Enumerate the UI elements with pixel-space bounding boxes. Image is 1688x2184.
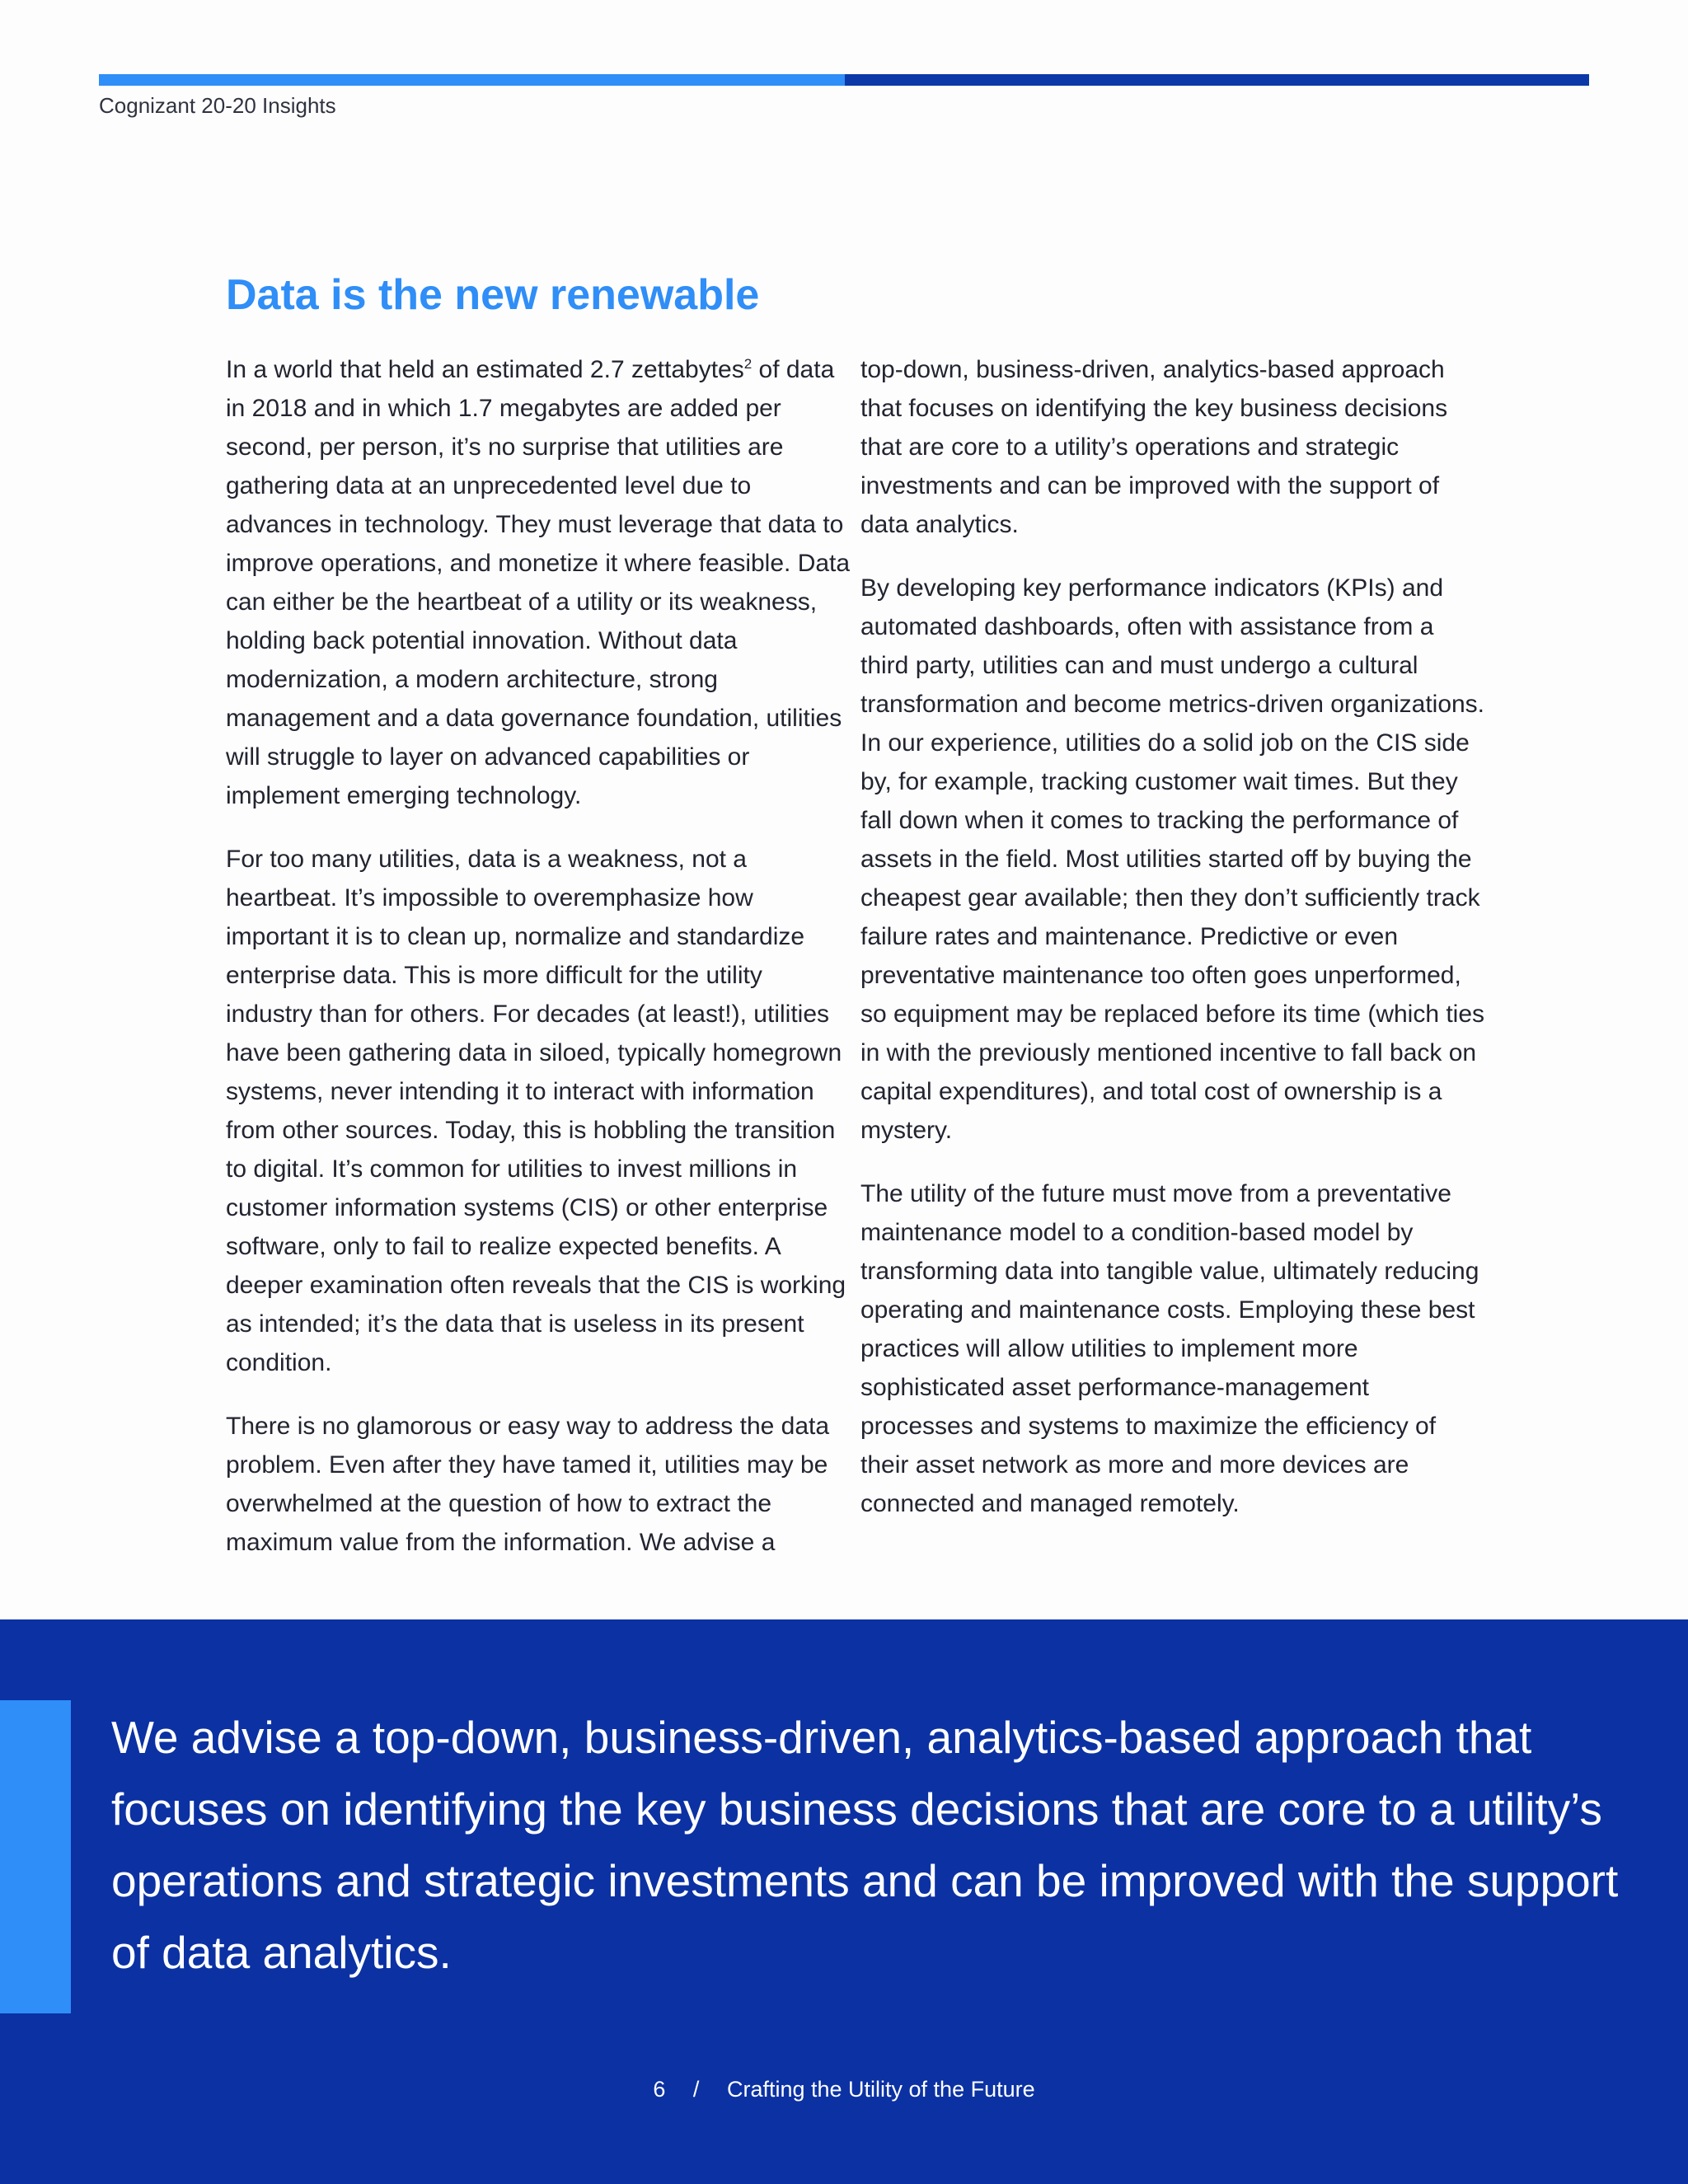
column-left xyxy=(226,350,852,1586)
paragraph xyxy=(226,350,852,815)
section-heading: Data is the new renewable xyxy=(226,271,760,319)
paragraph: The utility of the future must move from a preventative maintenance model to a condition-based model by transforming data into tangible value, ultimately reducing operating and maintenance costs. Employing these best practices will allow utilities to implement more sophisticated asset performance-management processes and systems to maximize the efficiency of their asset network as more and more devices are connected and managed remotely. xyxy=(860,1180,1479,1517)
footnote-ref[interactable]: 2 xyxy=(743,356,753,372)
document-title: Crafting the Utility of the Future xyxy=(726,2077,1035,2102)
paragraph: There is no glamorous or easy way to address the data problem. Even after they have tamed it, utilities may be overwhelmed at the question of how to extract the maximum value from the information. We advise a xyxy=(226,1413,830,1556)
footer-separator: / xyxy=(692,2077,700,2102)
paragraph: top-down, business-driven, analytics-based approach that focuses on identifying the key business decisions that are core to a utility’s operations and strategic investments and can be improved with the support of data analytics. xyxy=(860,356,1448,538)
header-rule-dark-segment xyxy=(845,74,1589,86)
header-rule-light-segment xyxy=(99,74,845,86)
paragraph-text: In a world that held an estimated 2.7 zettabytes xyxy=(226,356,744,383)
pull-quote-band xyxy=(0,1619,1688,2184)
paragraph: For too many utilities, data is a weakness, not a heartbeat. It’s impossible to overemphasize how important it is to clean up, normalize and standardize enterprise data. This is more difficult for the utility industry than for others. For decades (at least!), utilities have been gathering data in siloed, typically homegrown systems, never intending it to interact with information from other sources. Today, this is hobbling the transition to digital. It’s common for utilities to invest millions in customer information systems (CIS) or other enterprise software, only to fail to realize expected benefits. A deeper examination often reveals that the CIS is working as intended; it’s the data that is useless in its present condition. xyxy=(226,846,846,1376)
pull-quote-accent-bar xyxy=(0,1700,71,2013)
page-number: 6 xyxy=(653,2077,666,2102)
page-footer xyxy=(0,2077,1688,2102)
header-rule xyxy=(99,74,1589,86)
paragraph: By developing key performance indicators (KPIs) and automated dashboards, often with assistance from a third party, utilities can and must undergo a cultural transformation and become metrics-driven organizations. In our experience, utilities do a solid job on the CIS side by, for example, tracking customer wait times. But they fall down when it comes to tracking the performance of assets in the field. Most utilities started off by buying the cheapest gear available; then they don’t sufficiently track failure rates and maintenance. Predictive or even preventative maintenance too often goes unperformed, so equipment may be replaced before its time (which ties in with the previously mentioned incentive to fall back on capital expenditures), and total cost of ownership is a mystery. xyxy=(860,574,1485,1144)
running-header: Cognizant 20-20 Insights xyxy=(99,93,336,118)
article-body xyxy=(226,350,1487,1586)
pull-quote: We advise a top-down, business-driven, analytics-based approach that focuses on identifying the key business decisions that are core to a utility’s operations and strategic investments and can be improved with the support of data analytics. xyxy=(111,1712,1619,1978)
column-right xyxy=(860,350,1487,1586)
paragraph-text: of data in 2018 and in which 1.7 megabytes are added per second, per person, it’s no surprise that utilities are gathering data at an unprecedented level due to advances in technology. They must leverage that data to improve operations, and monetize it where feasible. Data can either be the heartbeat of a utility or its weakness, holding back potential innovation. Without data modernization, a modern architecture, strong management and a data governance foundation, utilities will struggle to layer on advanced capabilities or implement emerging technology. xyxy=(226,356,851,809)
